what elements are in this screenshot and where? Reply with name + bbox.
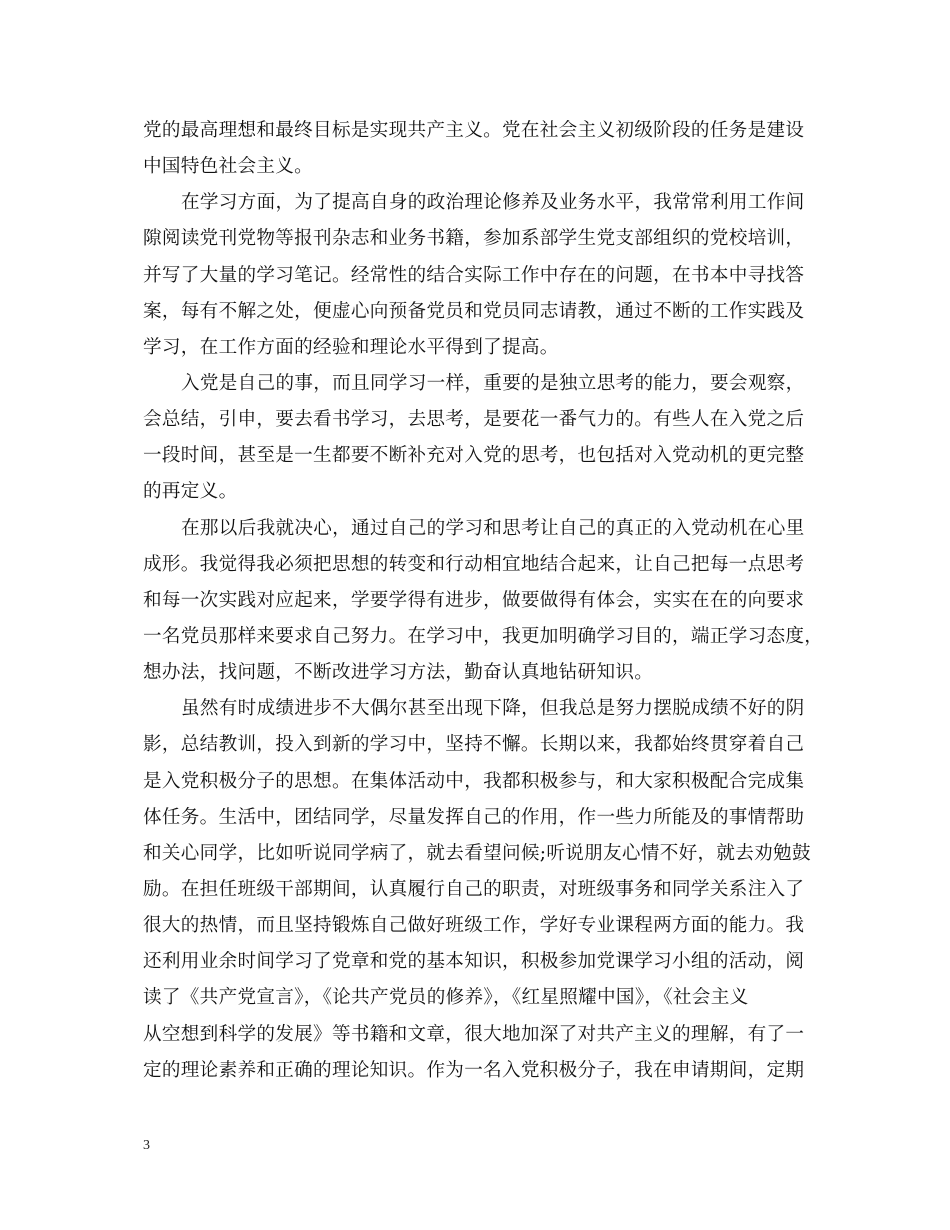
text-line: 中国特色社会主义。	[143, 156, 314, 178]
text-line: 从空想到科学的发展》等书籍和文章，很大地加深了对共产主义的理解，有了一	[143, 1023, 805, 1045]
text-line: 会总结，引申，要去看书学习，去思考，是要花一番气力的。有些人在入党之后	[143, 409, 805, 431]
text-line: 在那以后我就决心，通过自己的学习和思考让自己的真正的入党动机在心里	[181, 517, 805, 539]
text-line: 一段时间，甚至是一生都要不断补充对入党的思考，也包括对入党动机的更完整	[143, 445, 805, 467]
document-body	[143, 113, 823, 1089]
text-line: 想办法，找问题，不断改进学习方法，勤奋认真地钻研知识。	[143, 662, 654, 684]
text-line: 和每一次实践对应起来，学要学得有进步，做要做得有体会，实实在在的向要求	[143, 589, 805, 611]
text-line: 体任务。生活中，团结同学，尽量发挥自己的作用，作一些力所能及的事情帮助	[143, 806, 805, 828]
text-line: 很大的热情，而且坚持锻炼自己做好班级工作，学好专业课程两方面的能力。我	[143, 915, 805, 937]
page-number: 3	[143, 1138, 150, 1153]
text-line: 入党是自己的事，而且同学习一样，重要的是独立思考的能力，要会观察，	[181, 372, 805, 394]
text-line: 励。在担任班级干部期间，认真履行自己的职责，对班级事务和同学关系注入了	[143, 878, 805, 900]
text-line: 读了《共产党宣言》，《论共产党员的修养》，《红星照耀中国》，《社会主义	[143, 987, 749, 1009]
text-line: 和关心同学，比如听说同学病了，就去看望问候;听说朋友心情不好，就去劝勉鼓	[143, 842, 811, 864]
text-line: 是入党积极分子的思想。在集体活动中，我都积极参与，和大家积极配合完成集	[143, 770, 805, 792]
text-line: 成形。我觉得我必须把思想的转变和行动相宜地结合起来，让自己把每一点思考	[143, 553, 805, 575]
text-line: 党的最高理想和最终目标是实现共产主义。党在社会主义初级阶段的任务是建设	[143, 120, 805, 141]
text-line: 的再定义。	[143, 481, 238, 503]
text-line: 还利用业余时间学习了党章和党的基本知识，积极参加党课学习小组的活动，阅	[143, 951, 805, 973]
text-line: 案，每有不解之处，便虚心向预备党员和党员同志请教，通过不断的工作实践及	[143, 300, 805, 322]
text-line: 虽然有时成绩进步不大偶尔甚至出现下降，但我总是努力摆脱成绩不好的阴	[181, 698, 805, 720]
text-line: 影，总结教训，投入到新的学习中，坚持不懈。长期以来，我都始终贯穿着自己	[143, 734, 805, 756]
text-line: 隙阅读党刊党物等报刊杂志和业务书籍，参加系部学生党支部组织的党校培训，	[143, 228, 805, 250]
text-line: 学习，在工作方面的经验和理论水平得到了提高。	[143, 336, 559, 358]
text-line: 一名党员那样来要求自己努力。在学习中，我更加明确学习目的，端正学习态度，	[143, 625, 824, 647]
text-line: 在学习方面，为了提高自身的政治理论修养及业务水平，我常常利用工作间	[181, 192, 805, 214]
text-line: 定的理论素养和正确的理论知识。作为一名入党积极分子，我在申请期间，定期	[143, 1059, 805, 1081]
text-line: 并写了大量的学习笔记。经常性的结合实际工作中存在的问题，在书本中寻找答	[143, 264, 805, 286]
